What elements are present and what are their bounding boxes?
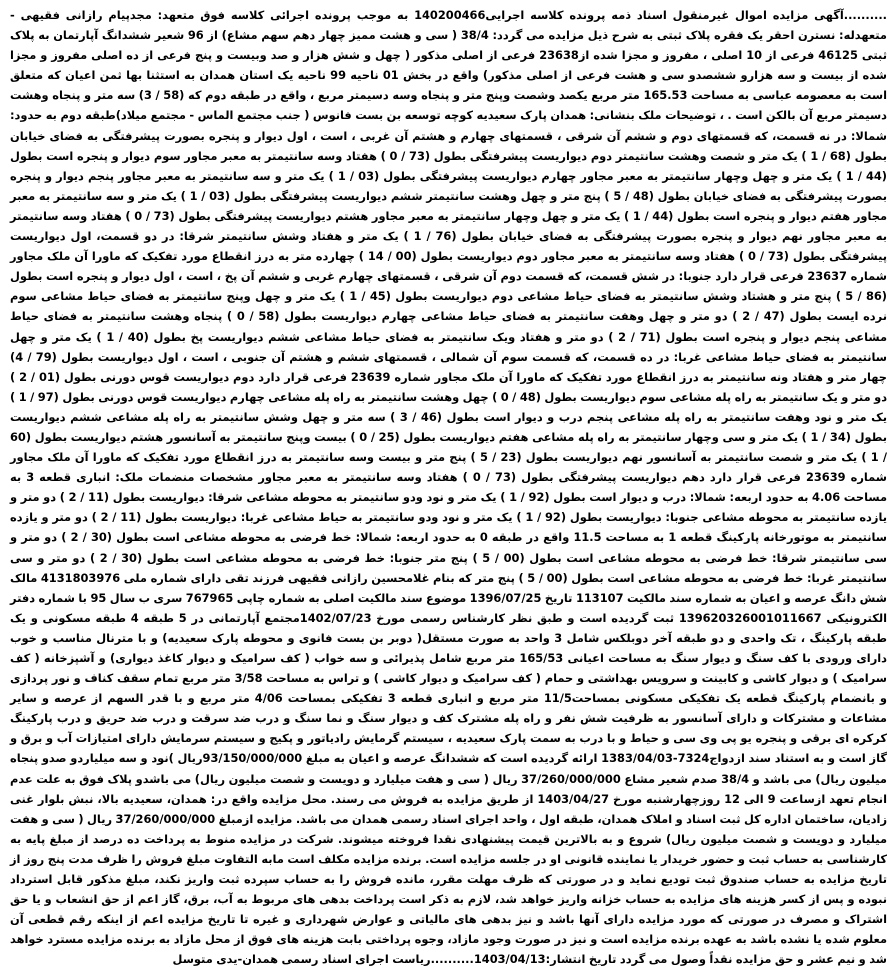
notice-line: 139620326001011667 ثبت گردیده است و طبق نظر کارشناس رسمی مورخ 1402/07/23مجتمع آپارتمانی در 5 طبقه 4 طبقه مسکونی و یک طبقه پارکینگ ، تک واحدی و دو [10, 610, 888, 645]
notice-line: نماینده قانونی او در جلسه مزایده است. برنده مزایده مکلف است مابه التفاوت مبلغ فروش را ظرف مدت پنج روز از تاریخ مزایده به حساب صندوق ثبت تودیع نماید و در صورتی که [10, 851, 888, 887]
notice-line: به محوطه مشاعی شرقا: دیواریست بطول (11 / 2 ) دو متر و یازده سانتیمتر به محوطه مشاعی جنوبا: دیواریست بطول (92 / 1 ) یک متر و نود ودو سانتیمتر به حیاط مشاعی غربا: [10, 490, 887, 525]
notice-line: معبر مجاور سوم دیوار و پنجره است بطول (44 / 1 ) یک متر و چهل وچهار سانتیمتر به معبر مجاور چهارم دیواریست پیشرفتگی بطول (03 / 1 ) یک متر و سه سانتیمتر به معبر مجاور [10, 148, 888, 183]
notice-line: ظرف مهلت مقرر، مانده فروش را به حساب سپرده ثبت واریز نکند، مبلغ مذکور قابل استرداد نبوده و پس از کسر هزینه های مزایده به حساب خزانه واریز خواهد شد، لازم به ذکر است پرداخت بدهی های مربوط به [10, 872, 887, 907]
notice-line: طبقه آخر دوبلکس شامل 3 واحد به صورت مستقل( دوبر بن بست فانوی و محوطه پارک سعیدیه) و با مترنال مناسب و خوب دارای ورودی با کف سنگ و دیوار سنگ به مساحت [10, 630, 888, 665]
auction-notice-text [10, 5, 887, 970]
notice-line: ، است ، اول دیوار و پنجره بصورت پیشرفتگی به فضای خیابان بطول (68 / 1 ) یک متر و شصت وهشت سانتیمتر دوم دیواریست پیشرفتگی بطول (73 / 0 ) هفتاد وسه سانتیمتر به [10, 128, 887, 163]
notice-line: رقم قطعی آن معلوم شده یا نشده باشد به عهده برنده مزایده است و نیز در صورت وجود مازاد، وجوه پرداختی بابت هزینه های فوق از محل مازاد به برنده مزایده مسترد خواهد شد [10, 912, 887, 967]
notice-line: ) دو متر و یک سانتیمتر به راه پله مشاعی سوم دیواریست بطول (48 / 0 ) چهل وهشت سانتیمتر به راه پله مشاعی چهارم دیواریست قوس دورنی بطول (97 / 1 ) یک متر و نود [10, 369, 888, 424]
notice-line: ضد سرقت و درب ضد حریق و درب پارکینگ کرکره ای برقی و پنجره یو پی وی سی و حیاط و با درب به سمت پارک سعیدیه ، سیستم گرمایش رادیاتور و پکیج و سیستم سرمایش [10, 711, 887, 746]
notice-line: و نیم عشر و حق مزایده نقداً وصول می گردد تاریخ انتشار:1403/04/13..........ریاست اجرای اسناد رسمی همدان-یدی متوسل [172, 952, 866, 967]
notice-line: دیواریست پخ بطول (40 / 1 ) یک متر و چهل سانتیمتر به فضای حیاط مشاعی غربا: در ده قسمت، که قسمت سوم آن شمالی ، قسمتهای ششم و هشتم آن جنوبی ، است ، اول [10, 329, 888, 364]
notice-line: فرعی از اصلی مذکور) واقع در بخش 01 ناحیه 99 ناحیه یک استان همدان به استثنا بها ثمن اعیان که متعلق است به معصومه عباسی به مساحت 165.53 متر مربع یکصد وشصت [10, 68, 887, 103]
notice-line: ..........آگهی مزایده اموال غیرمنقول اسناد ذمه پرونده کلاسه اجرایی140200466 به موجب پرونده اجرائی کلاسه فوق متعهد: مجدپیام رازانی فقیهی - متعهدله: نسترن [10, 8, 888, 43]
notice-line: آب، برق، گاز اعم از حق انشعاب و یا حق اشتراک و مصرف در صورتی که مورد مزایده دارای آنها باشد و نیز بدهی های مالیاتی و عوارض شهرداری و غیره تا تاریخ مزایده اعم از اینکه [10, 892, 888, 927]
notice-line: عدم انجام تعهد ازساعت 9 الی 12 روزچهارشنبه مورخ 1403/04/27 از طریق مزایده به فروش می رسند. محل مزایده واقع در: همدان، سعیدیه بالا، نبش بلوار غنی زادیان، ساختمان [10, 771, 887, 826]
notice-line: دارای امتیازات آب و برق و گاز است و به استناد سند ازدواج7324-1383/04/03 ارائه گردیده است که ششدانگ عرصه و اعیان به مبلغ 93/150/000/000ریال )نود و سه [10, 731, 887, 766]
notice-line: وپنج متر و پنجاه وسه دسیمتر مربع ، واقع در طبقه دوم که (58 / 3) سه متر و پنجاه وهشت دسیمتر مربع آن بالکن است . ، توضیحات ملک بنشانی: همدان پارک سعیدیه کوچه [10, 88, 887, 123]
notice-line: ) دو متر و سی سانتیمتر شرقا: خط فرضی به محوطه مشاعی است بطول (00 / 5 ) پنج متر جنوبا: خط فرضی به محوطه مشاعی است بطول (30 / 2 ) دو متر و سی [10, 530, 887, 565]
notice-line: دیواریست بطول (23 / 5 ) پنج متر و بیست وسه سانتیمتر به درز انقطاع مورد تفکیک که ماورا آن ملک مجاور شماره 23639 فرعی قرار دارد دهم دیواریست پیشرفتگی بطول (73 / 0 [10, 450, 888, 485]
notice-line: میلیون ریال) شروع و به بالاترین قیمت پیشنهادی نقدا فروخته میشوند. شرکت در مزایده منوط به پرداخت ده درصد از مبلغ پایه به کارشناسی به حساب ثبت و حضور خریدار یا [10, 831, 888, 866]
notice-line: اداره کل ثبت اسناد و املاک همدان، طبقه اول ، واحد اجرای اسناد رسمی همدان می باشد. مزایده ازمبلغ 37/260/000/000 ریال ( سی و هفت میلیارد و دویست و شصت [10, 811, 888, 846]
notice-line: مجاور هفتم دیوار و پنجره است بطول (44 / 1 ) یک متر و چهل وچهار سانتیمتر به معبر مجاور هشتم دیواریست پیشرفتگی بطول (73 / 0 ) هفتاد وسه سانتیمتر به معبر مجاور نهم [10, 208, 888, 244]
notice-line: ، مفروز و مجزا شده از23638 فرعی از اصلی مذکور ( چهل و شش هزار و صد وبیست و پنج فرعی از ده اصلی مفروز و مجزا شده از بیست و سه هزارو ششصدو سی و هشت [10, 48, 888, 83]
notice-line: احقر یک فقره پلاک ثبتی به شرح ذیل مزایده می گردد: 38/4 ( سی و هشت ممیز چهار دهم سهم مشاع) از 96 شعیر ششدانگ آپارتمان به پلاک ثبتی 46125 فرعی از 10 اصلی [10, 28, 887, 63]
notice-line: سرامیک و دیوار کاشی ) و تراس به مساحت 3/58 متر مربع تمام سقف کناف و نور پردازی و بانضمام پارکینگ قطعه یک تفکیکی مسکونی بمساحت11/5 متر مربع و انباری قطعه 3 [10, 671, 888, 706]
notice-line: پنجم دیوار و پنجره بصورت پیشرفتگی به فضای خیابان بطول (48 / 5 ) پنج متر و چهل وهشت سانتیمتر ششم دیواریست پیشرفتگی بطول (03 / 1 ) یک متر و سه سانتیمتر به معبر [10, 168, 887, 203]
notice-line: اعیان به شماره سند مالکیت 113107 تاریخ 1396/07/25 موضوع سند مالکیت اصلی به شماره چاپی 767965 سری ب سال 95 با شماره دفتر الکترونیکی [10, 590, 888, 625]
notice-line: سانتیمتر غربا: خط فرضی به محوطه مشاعی است بطول (00 / 5 ) پنج متر که بنام غلامحسین رازانی فقیهی فرزند تقی دارای شماره ملی 4131803976 مالک شش دانگ عرصه و [10, 570, 887, 605]
notice-line: بطول (58 / 0 ) پنجاه وهشت سانتیمتر به فضای حیاط مشاعی پنجم دیوار و پنجره است بطول (71 / 2 ) دو متر و هفتاد ویک سانتیمتر به فضای حیاط مشاعی ششم [10, 309, 888, 344]
notice-line: دیواریست بطول (79 / 4) چهار متر و هفتاد ونه سانتیمتر به درز انقطاع مورد تفکیک که ماورا آن ملک مجاور شماره 23639 فرعی قرار دارد دوم دیواریست قوس دورنی بطول (01 / 2 [10, 349, 888, 384]
notice-line: توسعه بن بست فانوس ( جنب مجتمع الماس - مجتمع میلاد)طبقه دوم به حدود: شمالا: در نه قسمت، که قسمتهای دوم و ششم آن شرقی ، قسمتهای چهارم و هشتم آن غربی [10, 108, 888, 143]
notice-line: میلیاردو صدو پنجاه میلیون ریال) می باشد و 38/4 صدم شعیر مشاع 37/260/000/000 ریال ( سی و هفت میلیارد و دویست و شصت میلیون ریال) می باشدو پلاک فوق به علت [10, 751, 887, 786]
notice-line: ) هفتاد وسه سانتیمتر به معبر مجاور مشخصات منضمات ملک: انباری قطعه 3 به مساحت 4.06 به حدود اربعه: شمالا: درب و دیوار است بطول (92 / 1 ) یک متر و نود ودو سانتیمتر [10, 470, 887, 505]
notice-line: تفکیکی بمساحت 4/06 متر مربع و با قدر السهم از عرصه و سایر مشاعات و مشترکات و دارای آسانسور به ظرفیت شش نفر و راه پله مشترک کف و دیوار سنگ و نما سنگ و درب [10, 691, 887, 726]
notice-line: اعیانی 165/53 متر مربع شامل پذیرائی و سه خواب ( کف سرامیک و دیوار کاغذ دیواری) و آشپزخانه ( کف سرامیک ) و دیوار کاشی و کابینت و سرویس بهداشتی و حمام ( کف [10, 651, 887, 686]
notice-line: دیوار و پنجره بصورت پیشرفتگی به فضای خیابان بطول (76 / 1 ) یک متر و هفتاد وشش سانتیمتر شرقا: در دو قسمت، اول دیواریست پیشرفتگی بطول (73 / 0 ) هفتاد وسه [10, 229, 888, 264]
notice-line: قسمت دوم آن شرقی ، قسمتهای چهارم غربی و ششم آن پخ ، است ، اول دیوار و پنجره است بطول (86 / 5 ) پنج متر و هشتاد وشش سانتیمتر به فضای حیاط مشاعی دوم دیواریست [10, 269, 888, 304]
notice-line: سانتیمتر به معبر مجاور دوم دیواریست بطول (00 / 14 ) چهارده متر به درز انقطاع مورد تفکیک که ماورا آن ملک مجاور شماره 23637 فرعی قرار دارد جنوبا: در شش قسمت، که [10, 249, 887, 284]
notice-line: وچهار سانتیمتر به راه پله مشاعی هفتم دیواریست بطول (25 / 0 ) بیست وپنج سانتیمتر به آسانسور هشتم دیواریست بطول (60 / 1 ) یک متر و شصت سانتیمتر به آسانسور نهم [10, 429, 888, 465]
notice-line: بطول (45 / 1 ) یک متر و چهل وپنج سانتیمتر به فضای حیاط مشاعی سوم نرده ایست بطول (47 / 2 ) دو متر و چهل وهفت سانتیمتر به فضای حیاط مشاعی چهارم دیواریست [10, 289, 888, 324]
notice-line: دیواریست بطول (11 / 2 ) دو متر و یازده سانتیمتر به موتورخانه پارکینگ قطعه 1 به مساحت 11.5 واقع در طبقه 0 به حدود اربعه: شمالا: خط فرضی به محوطه مشاعی است بطول (30 / 2 [10, 510, 888, 545]
notice-line: وهفت سانتیمتر به راه پله مشاعی پنجم درب و دیوار است بطول (46 / 3 ) سه متر و چهل وشش سانتیمتر به راه پله مشاعی ششم دیواریست بطول (34 / 1 ) یک متر و سی [10, 409, 888, 444]
